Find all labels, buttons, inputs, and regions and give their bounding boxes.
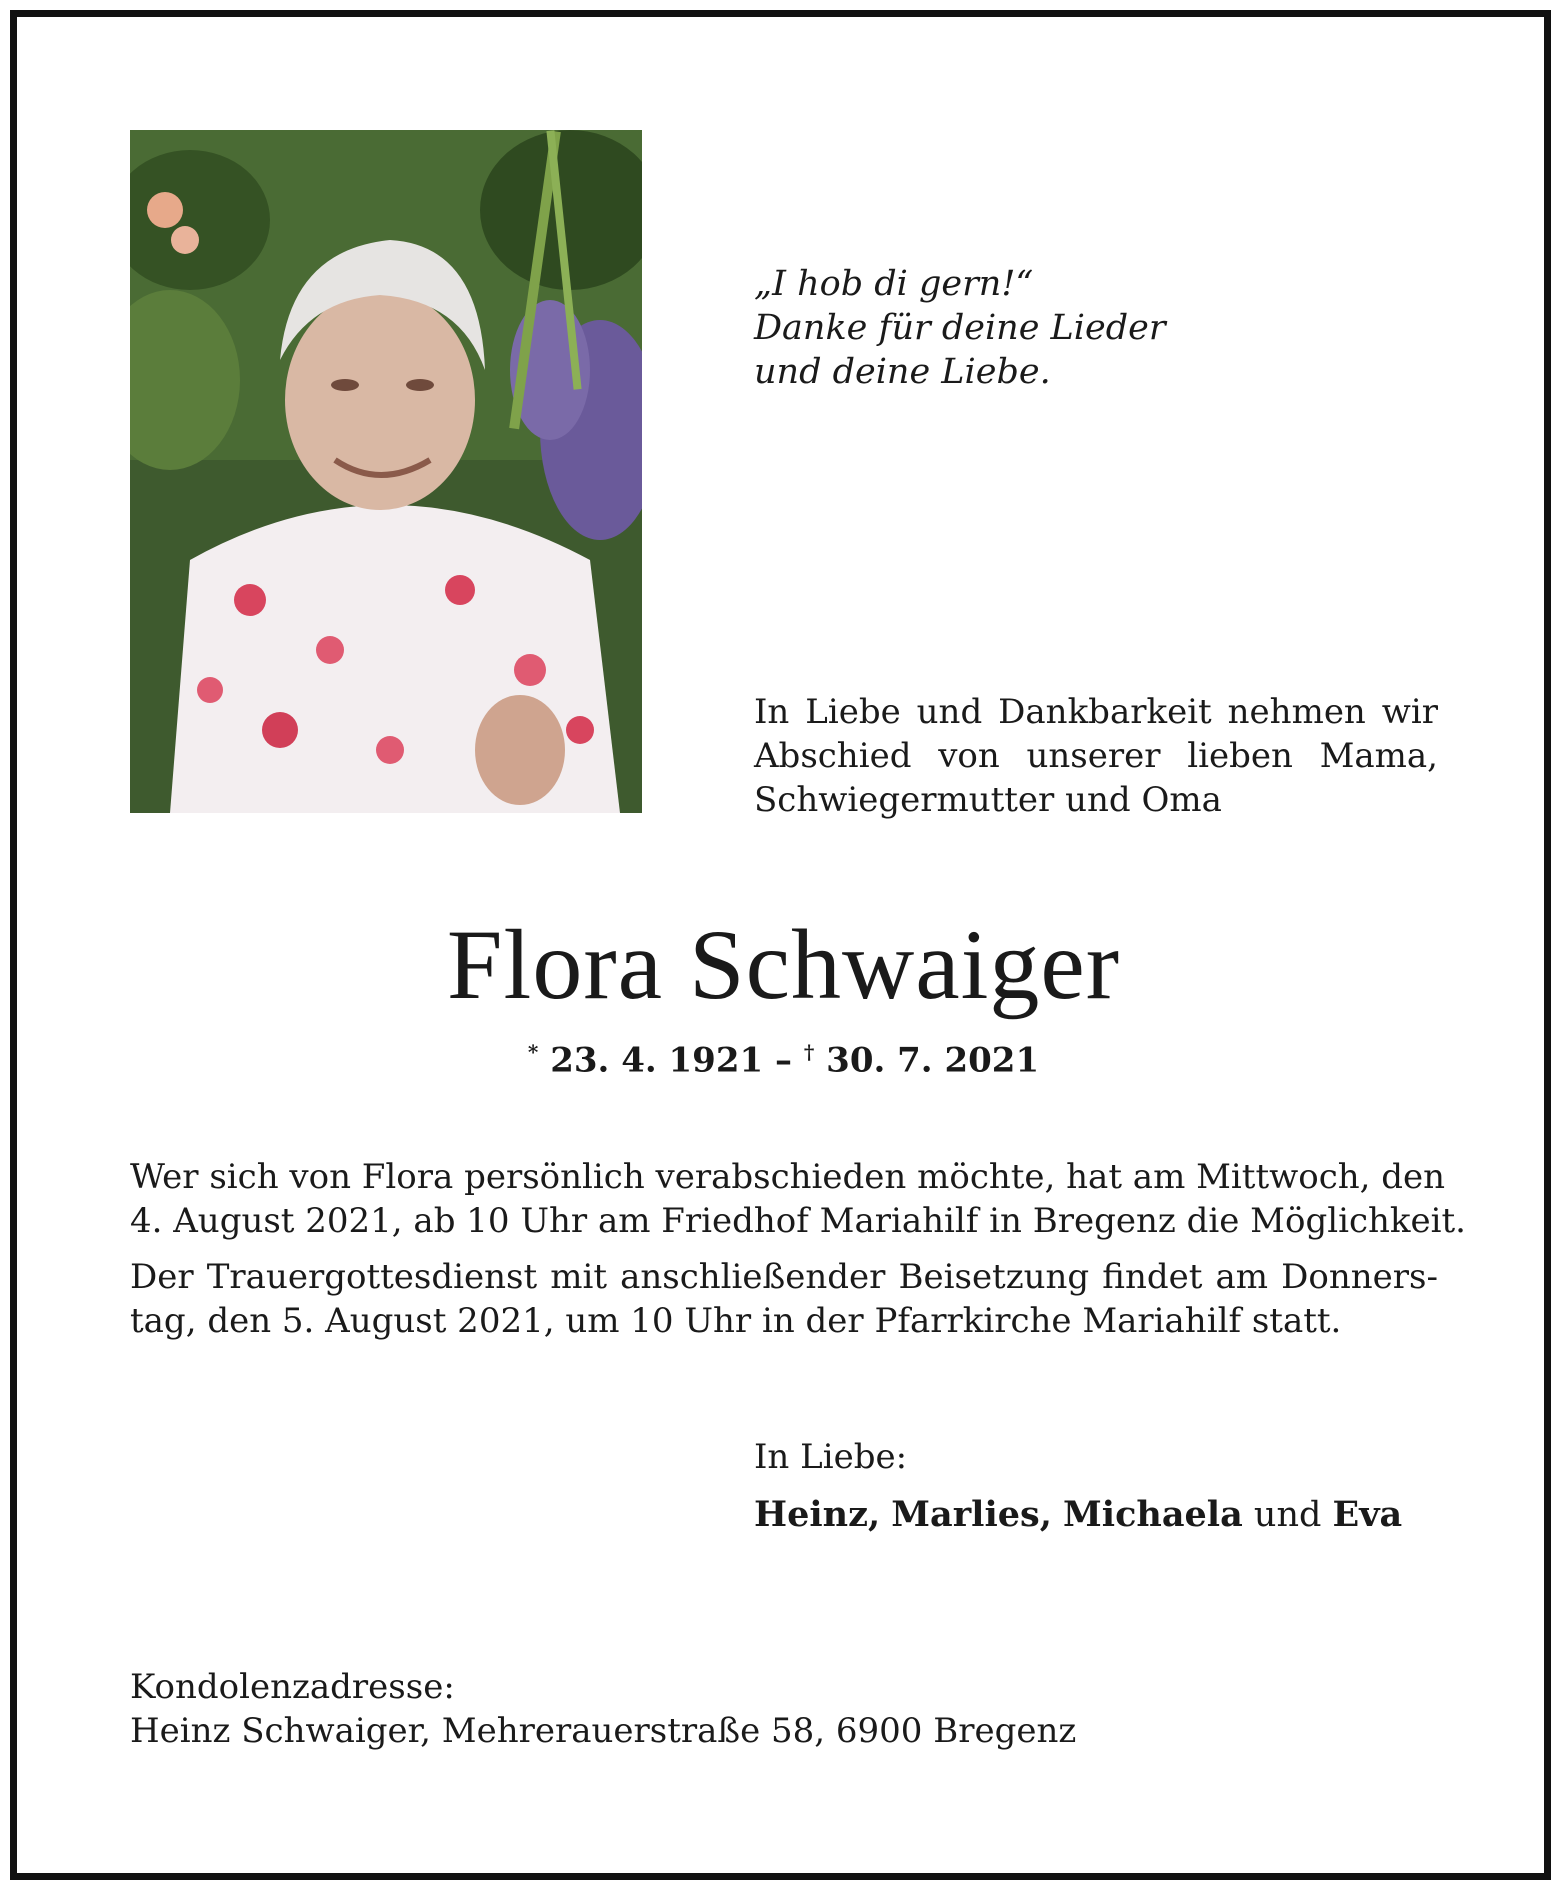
condolence-label: Kondolenzadresse:: [130, 1667, 455, 1707]
intro-line: Abschied von unserer lieben Mama,: [754, 736, 1438, 776]
signature-names: [754, 1493, 1402, 1537]
quote-line: Danke für deine Lieder: [754, 308, 1166, 348]
death-symbol: †: [803, 1040, 815, 1064]
signer-name: Michaela: [1063, 1494, 1243, 1535]
quote-line: „I hob di gern!“: [754, 264, 1034, 304]
condolence-address-line: Heinz Schwaiger, Mehrerauerstraße 58, 6900 Bregenz: [130, 1711, 1077, 1751]
body-line: 4. August 2021, ab 10 Uhr am Friedhof Mariahilf in Bregenz die Möglichkeit.: [130, 1201, 1466, 1241]
signer-name: Marlies,: [891, 1494, 1052, 1535]
signer-name: Heinz,: [754, 1494, 881, 1535]
condolence-address: [130, 1665, 1076, 1753]
announcement-body: [130, 1155, 1466, 1355]
service-paragraph: [130, 1255, 1438, 1343]
signer-name: Eva: [1332, 1494, 1403, 1535]
signature-conjunction: und: [1253, 1495, 1322, 1535]
farewell-paragraph: [130, 1155, 1466, 1243]
intro-text: [754, 690, 1438, 822]
signature-label: In Liebe:: [754, 1437, 908, 1477]
death-date: 30. 7. 2021: [826, 1040, 1040, 1081]
intro-line: In Liebe und Dankbarkeit nehmen wir: [754, 692, 1438, 732]
birth-symbol: *: [527, 1040, 539, 1064]
body-line: tag, den 5. August 2021, um 10 Uhr in der Pfarrkirche Mariahilf statt.: [130, 1301, 1342, 1341]
birth-date: 23. 4. 1921: [550, 1040, 764, 1081]
signature-block: [754, 1435, 1402, 1537]
life-dates: [0, 1040, 1567, 1080]
quote-line: und deine Liebe.: [754, 352, 1051, 392]
quote: [754, 262, 1166, 394]
body-line: Der Trauergottesdienst mit anschließender Beisetzung findet am Donners-: [130, 1257, 1438, 1297]
body-line: Wer sich von Flora persönlich verabschieden möchte, hat am Mittwoch, den: [130, 1157, 1446, 1197]
deceased-name: Flora Schwaiger: [446, 909, 1121, 1020]
date-separator: –: [763, 1040, 804, 1081]
portrait-photo: [130, 130, 642, 813]
intro-line: Schwiegermutter und Oma: [754, 780, 1222, 820]
